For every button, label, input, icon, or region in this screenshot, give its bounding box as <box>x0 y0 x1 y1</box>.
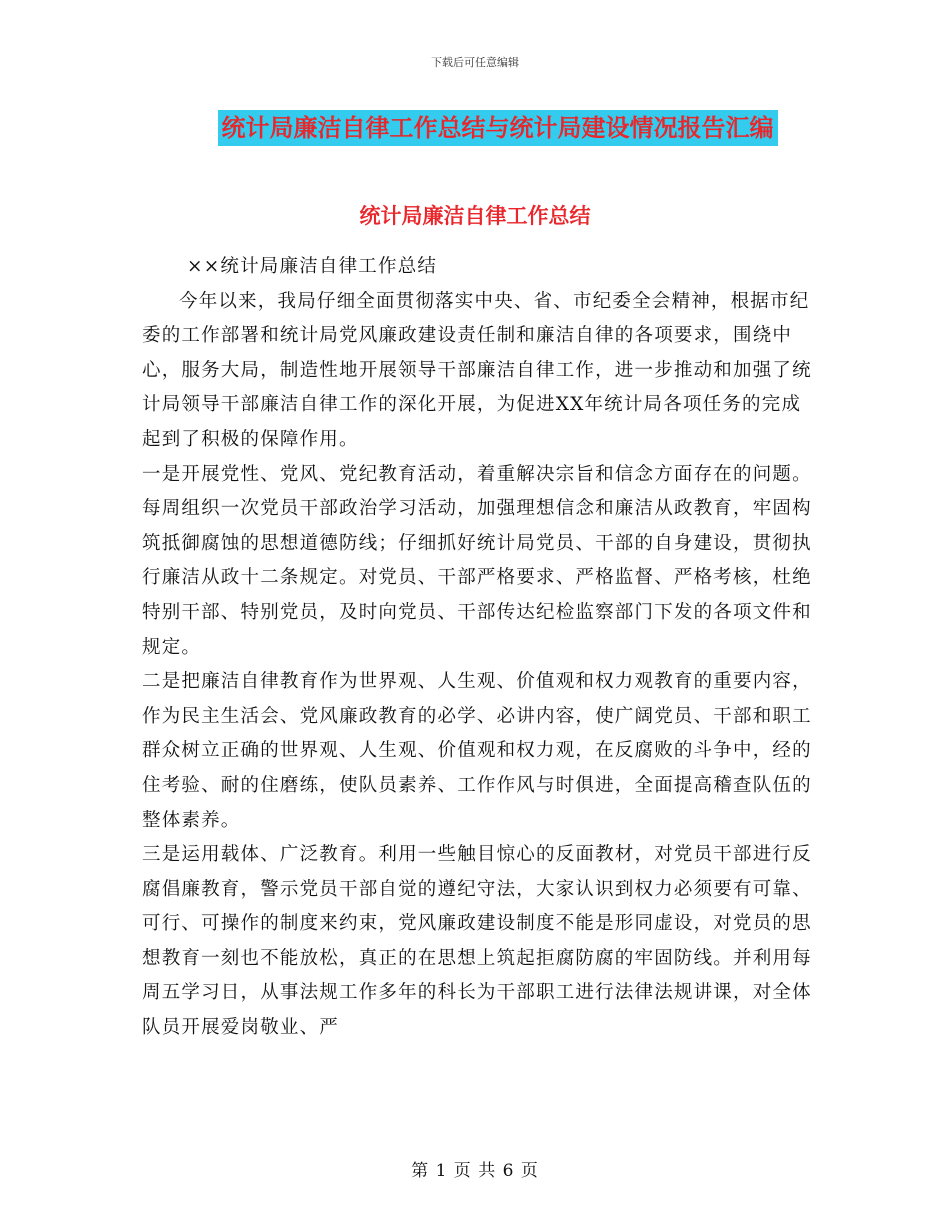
document-body <box>142 250 812 1046</box>
document-label: ××统计局廉洁自律工作总结 <box>187 256 438 277</box>
paragraph-intro: 今年以来，我局仔细全面贯彻落实中央、省、市纪委全会精神，根据市纪委的工作部署和统计局党风廉政建设责任制和廉洁自律的各项要求，围绕中心，服务大局，制造性地开展领导干部廉洁自律工作，进一步推动和加强了统计局领导干部廉洁自律工作的深化开展，为促进XX年统计局各项任务的完成起到了积极的保障作用。 <box>142 290 812 450</box>
page-footer: 第 1 页 共 6 页 <box>411 1161 539 1181</box>
main-title: 统计局廉洁自律工作总结与统计局建设情况报告汇编 <box>218 110 778 146</box>
paragraph-3: 三是运用载体、广泛教育。利用一些触目惊心的反面教材，对党员干部进行反腐倡廉教育，警示党员干部自觉的遵纪守法，大家认识到权力必须要有可靠、可行、可操作的制度来约束，党风廉政建设制度不能是形同虚设，对党员的思想教育一刻也不能放松，真正的在思想上筑起拒腐防腐的牢固防线。并利用每周五学习日，从事法规工作多年的科长为干部职工进行法律法规讲课，对全体队员开展爱岗敬业、严 <box>142 844 812 1039</box>
paragraph-2: 二是把廉洁自律教育作为世界观、人生观、价值观和权力观教育的重要内容，作为民主生活会、党风廉政教育的必学、必讲内容，使广阔党员、干部和职工群众树立正确的世界观、人生观、价值观和权力观，在反腐败的斗争中，经的住考验、耐的住磨练，使队员素养、工作作风与时俱进，全面提高稽查队伍的整体素养。 <box>142 671 812 831</box>
header-note: 下载后可任意编辑 <box>431 56 519 69</box>
main-title-wrap <box>0 110 950 146</box>
section-title: 统计局廉洁自律工作总结 <box>359 204 591 228</box>
paragraph-1: 一是开展党性、党风、党纪教育活动，着重解决宗旨和信念方面存在的问题。每周组织一次党员干部政治学习活动，加强理想信念和廉洁从政教育，牢固构筑抵御腐蚀的思想道德防线；仔细抓好统计局党员、干部的自身建设，贯彻执行廉洁从政十二条规定。对党员、干部严格要求、严格监督、严格考核，杜绝特别干部、特别党员，及时向党员、干部传达纪检监察部门下发的各项文件和规定。 <box>142 463 812 658</box>
